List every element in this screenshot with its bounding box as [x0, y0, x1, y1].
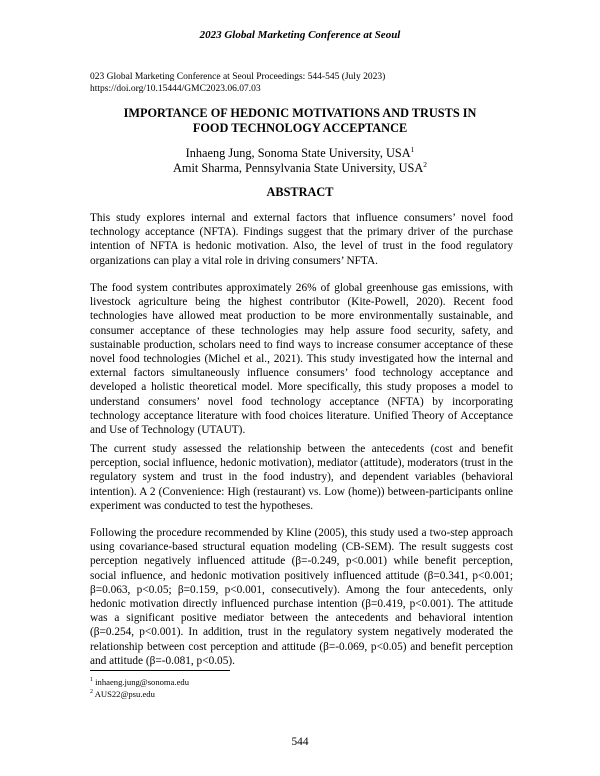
- footnote-1-email[interactable]: inhaeng.jung@sonoma.edu: [95, 677, 189, 687]
- proceedings-line: 023 Global Marketing Conference at Seoul Proceedings: 544-545 (July 2023): [90, 72, 386, 82]
- running-head: 2023 Global Marketing Conference at Seoul: [199, 29, 401, 41]
- abstract-paragraph-4: Following the procedure recommended by Kline (2005), this study used a two-step approach using covariance-based structural equation modeling (CB-SEM). The result suggests cost perception negatively influenced attitude (β=-0.249, p<0.001) while benefit perception, social influence, and hedonic motivation positively influenced attitude (β=0.341, p<0.001; β=0.063, p<0.05; β=0.159, p<0.001, consecutively). Among the four antecedents, only hedonic motivation directly influenced purchase intention (β=0.419, p<0.001). The attitude was a significant positive mediator between the antecedents and behavioral intention (β=0.254, p<0.001). In addition, trust in the regulatory system negatively moderated the relationship between cost perception and attitude (β=-0.069, p<0.05) and benefit perception and attitude (β=-0.081, p<0.05).: [90, 527, 513, 667]
- footnote-divider: [90, 670, 230, 671]
- footnote-2-mark: 2: [90, 689, 93, 696]
- author-1: [90, 146, 510, 161]
- abstract-paragraph-1: This study explores internal and external factors that influence consumers’ novel food technology acceptance (NFTA). Findings suggest that the primary driver of the purchase intention of NFTA is hedonic motivation. Also, the level of trust in the food regulatory organizations can play a vital role in driving consumers’ NFTA.: [90, 212, 513, 267]
- paper-title: [90, 106, 510, 135]
- paper-title-line-1: IMPORTANCE OF HEDONIC MOTIVATIONS AND TRUSTS IN: [123, 106, 477, 120]
- author-2: [90, 161, 510, 176]
- doi-link[interactable]: https://doi.org/10.15444/GMC2023.06.07.03: [90, 84, 261, 94]
- author-1-footnote-mark: 1: [410, 144, 415, 154]
- author-2-text: Amit Sharma, Pennsylvania State University, USA: [173, 161, 424, 175]
- footnote-1-mark: 1: [90, 677, 93, 684]
- abstract-paragraph-2: The food system contributes approximately 26% of global greenhouse gas emissions, with livestock agriculture being the highest contributor (Kite-Powell, 2020). Recent food technologies have allowed meat production to be more environmentally sustainable, and consumer acceptance of these technologies may help assure food security, safety, and sustainable production, scholars need to find ways to increase consumer acceptance of these novel food technologies (Michel et al., 2021). This study investigated how the internal and external factors simultaneously influence consumers’ food technology acceptance and developed a holistic theoretical model. More specifically, this study proposes a model to understand consumers’ novel food technology acceptance (NFTA) by incorporating technology acceptance literature with food choices literature. Unified Theory of Acceptance and Use of Technology (UTAUT).: [90, 282, 513, 437]
- author-2-footnote-mark: 2: [423, 159, 427, 169]
- footnote-2: [90, 689, 155, 700]
- page-number: 544: [291, 736, 309, 748]
- abstract-heading: ABSTRACT: [266, 185, 334, 199]
- footnote-1: [90, 677, 189, 688]
- author-1-text: Inhaeng Jung, Sonoma State University, USA: [185, 146, 411, 160]
- paper-title-line-2: FOOD TECHNOLOGY ACCEPTANCE: [192, 120, 408, 135]
- footnote-2-email[interactable]: AUS22@psu.edu: [94, 689, 155, 699]
- abstract-paragraph-3: The current study assessed the relationship between the antecedents (cost and benefit perception, social influence, hedonic motivation), mediator (attitude), moderators (trust in the regulatory system and trust in the food industry), and dependent variables (behavioral intention). A 2 (Convenience: High (restaurant) vs. Low (home)) between-participants online experiment was conducted to test the hypotheses.: [90, 443, 513, 512]
